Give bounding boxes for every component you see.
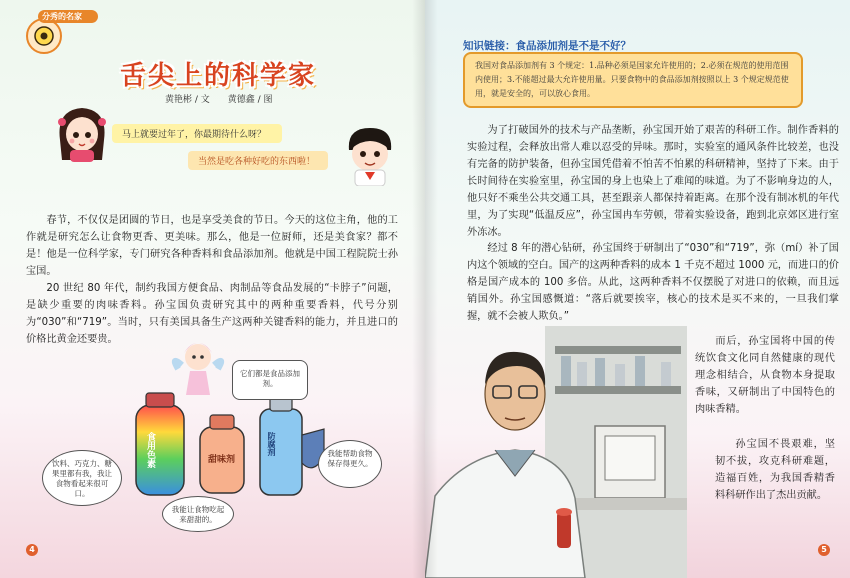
sweetener-label: 甜味剂 xyxy=(208,455,236,465)
right-callout: 我能帮助食物保存得更久。 xyxy=(318,440,382,488)
girl-character-illustration xyxy=(50,100,114,164)
left-callout: 饮料、巧克力、糖果里都有我，我让食物看起来很可口。 xyxy=(42,450,122,506)
page-number-right: 5 xyxy=(818,544,830,556)
girl-speech-bubble: 马上就要过年了，你最期待什么呀？ xyxy=(112,124,282,143)
pigment-label: 食用色素 xyxy=(145,432,155,468)
paragraph-success: 经过 8 年的潜心钻研，孙宝国终于研制出了“030”和“719”，弥（mí）补了国内这个领域的空白。国产的这两种香料的成本 1 千克不超过 1000 元，而进口的价格是国产成本的 100 多倍。从此，这两种香料不仅摆脱了对进口的依赖，而且远销国外。孙宝国感慨道：“落后就要挨宰，核心的技术是买不来的，一旦我们掌握，就不会被人欺负。” xyxy=(467,243,839,322)
paragraph-contribution: 孙宝国不畏艰难，坚韧不拔，攻克科研难题，造福百姓，为我国香精香料科研作出了杰出贡献。 xyxy=(715,439,835,501)
fairy-callout: 它们都是食品添加剂。 xyxy=(232,360,308,400)
paragraph-intro: 春节，不仅仅是团圆的节日，也是享受美食的节日。今天的这位主角，他的工作就是研究怎么让食物更香、更美味。那么，他是一位厨师，还是美食家？都不是！他是一位科学家，专门研究各种香料和食品添加剂。他就是中国工程院院士孙宝国。 xyxy=(26,215,398,277)
paragraph-research: 为了打破国外的技术与产品垄断，孙宝国开始了艰苦的科研工作。制作香料的实验过程，会释放出常人难以忍受的异味。那时，实验室的通风条件比较差，也没有完备的防护装备，但孙宝国凭借着不怕苦不怕累的科研精神，坚持了下来。由于长时间待在实验室里，孙宝国的身上也染上了难闻的味道。为了不影响身边的人，他只好不乘坐公共交通工具，甚至跟亲人都保持着距离。在那个没有制冰机的年代里，为了实现“低温反应”，孙宝国冉车劳顿，带着实验设备，跑到北京郊区进行室外冻冰。 xyxy=(467,125,839,238)
book-spine-shadow xyxy=(412,0,438,578)
knowledge-box: 我国对食品添加剂有 3 个规定：1.品种必须是国家允许使用的；2.必须在规范的使用范围内使用；3.不能超过最大允许使用量。只要食物中的食品添加剂按照以上 3 个规定规范使用，就是安全的，可以放心食用。 xyxy=(463,52,803,108)
boy-character-illustration xyxy=(335,120,405,186)
page-number-left: 4 xyxy=(26,544,38,556)
byline: 黄艳彬 / 文 黄德鑫 / 图 xyxy=(165,95,273,105)
knowledge-title: 知识链接：食品添加剂是不是不好？ xyxy=(463,40,631,52)
paragraph-tradition: 而后，孙宝国将中国的传统饮食文化同自然健康的现代理念相结合，从食物本身提取香味，又研制出了中国特色的肉味香精。 xyxy=(695,336,835,415)
boy-speech-bubble: 当然是吃各种好吃的东西啦！ xyxy=(188,151,328,170)
paragraph-1980s: 20 世纪 80 年代，制约我国方便食品、肉制品等食品发展的“卡脖子”问题，是缺少重要的肉味香料。孙宝国负责研究其中的两种重要香料，代号分别为“030”和“719”。当时，只有美国具备生产这两种关键香料的能力，并且进口的价格比黄金还要贵。 xyxy=(26,283,398,345)
column-logo-text: 分秀的名家 xyxy=(38,10,98,23)
right-page xyxy=(425,0,850,578)
article-title: 舌尖上的科学家 xyxy=(120,61,317,91)
scientist-illustration xyxy=(425,326,687,578)
bottom-callout: 我能让食物吃起来甜甜的。 xyxy=(162,496,234,532)
preservative-label: 防腐剂 xyxy=(267,432,276,456)
